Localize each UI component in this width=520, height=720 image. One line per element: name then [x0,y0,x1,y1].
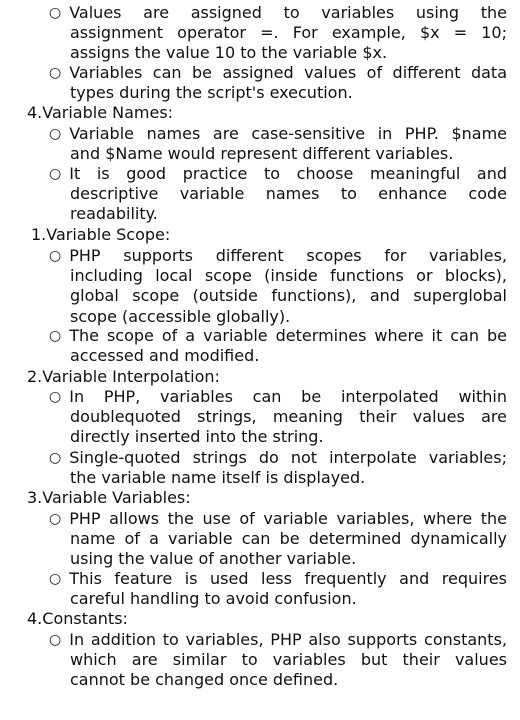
bullet-circle-icon: ○ [49,450,62,466]
bullet-circle-icon: ○ [49,5,62,21]
bullet-item [49,509,507,529]
bullet-text-line: cannot be changed once defined. [70,670,339,690]
bullet-text-line: using the value of another variable. [70,549,357,569]
bullet-text-line: Values are assigned to variables using the [69,3,507,22]
bullet-circle-icon: ○ [49,65,62,81]
bullet-text-line: It is good practice to choose meaningful and [69,164,507,183]
section-heading: 4.Variable Names: [27,103,174,122]
bullet-text-line: which are similar to variables but their values [70,650,507,670]
bullet-item [49,3,507,23]
bullet-text-line: name of a variable can be determined dynamically [70,529,507,549]
bullet-text-line: PHP supports different scopes for variables, [69,246,507,265]
bullet-text-line: Variables can be assigned values of different data [69,63,507,82]
bullet-text-line: Variable names are case-sensitive in PHP. $name [69,124,507,143]
bullet-text-line: assigns the value 10 to the variable $x. [70,43,388,63]
section-heading: 3.Variable Variables: [27,488,191,507]
bullet-text-line: scope (accessible globally). [70,306,291,326]
bullet-item [49,246,507,266]
bullet-text-line: accessed and modified. [70,346,260,366]
bullet-item [49,630,507,650]
section-heading: 1.Variable Scope: [31,225,171,244]
bullet-text-line: including local scope (inside functions or blocks), [70,266,507,286]
bullet-circle-icon: ○ [49,389,62,405]
bullet-text-line: assignment operator =. For example, $x = 10; [70,23,507,43]
bullet-item [49,124,507,144]
section-heading: 4.Constants: [27,609,128,628]
bullet-text-line: and $Name would represent different variables. [70,144,454,164]
bullet-item [49,164,507,184]
bullet-text-line: doublequoted strings, meaning their values are [70,407,507,427]
bullet-circle-icon: ○ [49,571,62,587]
bullet-circle-icon: ○ [49,248,62,264]
bullet-text-line: directly inserted into the string. [70,427,324,447]
bullet-text-line: PHP allows the use of variable variables, where the [69,509,507,528]
bullet-text-line: This feature is used less frequently and requires [69,569,507,588]
bullet-item [49,326,507,346]
bullet-circle-icon: ○ [49,511,62,527]
bullet-item [49,387,507,407]
bullet-item [49,63,507,83]
bullet-text-line: descriptive variable names to enhance code [70,184,507,204]
bullet-item [49,569,507,589]
bullet-text-line: Single-quoted strings do not interpolate variables; [69,448,507,467]
bullet-text-line: In addition to variables, PHP also supports constants, [69,630,507,649]
bullet-text-line: The scope of a variable determines where it can be [69,326,507,345]
bullet-text-line: the variable name itself is displayed. [70,468,366,488]
bullet-text-line: types during the script's execution. [70,83,353,103]
bullet-text-line: global scope (outside functions), and superglobal [70,286,507,306]
bullet-item [49,448,507,468]
bullet-circle-icon: ○ [49,632,62,648]
bullet-circle-icon: ○ [49,328,62,344]
bullet-text-line: readability. [70,204,158,224]
bullet-text-line: careful handling to avoid confusion. [70,589,357,609]
bullet-text-line: In PHP, variables can be interpolated within [69,387,507,406]
bullet-circle-icon: ○ [49,166,62,182]
section-heading: 2.Variable Interpolation: [27,367,220,386]
bullet-circle-icon: ○ [49,126,62,142]
